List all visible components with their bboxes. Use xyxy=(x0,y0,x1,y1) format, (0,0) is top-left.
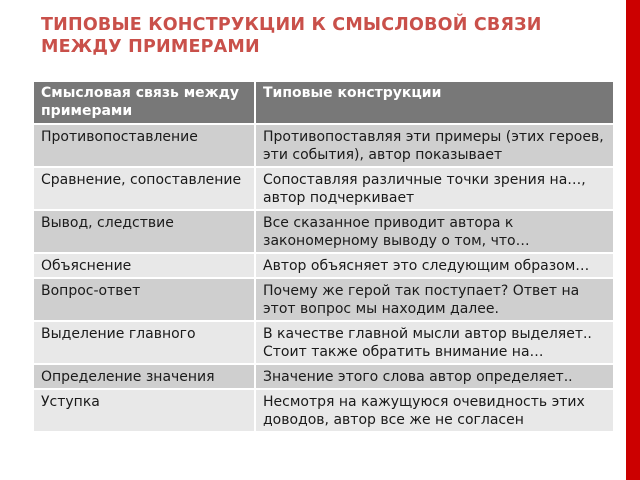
table-row xyxy=(33,278,613,321)
table-row xyxy=(33,321,613,364)
link-type-cell: Вывод, следствие xyxy=(33,210,255,253)
link-type-cell: Выделение главного xyxy=(33,321,255,364)
table-container xyxy=(32,80,613,480)
construction-cell: Противопоставляя эти примеры (этих героев, эти события), автор показывает xyxy=(255,124,613,167)
link-type-cell: Противопоставление xyxy=(33,124,255,167)
link-type-cell: Определение значения xyxy=(33,364,255,389)
table-row xyxy=(33,364,613,389)
header-link-type: Смысловая связь между примерами xyxy=(33,81,255,124)
table-row xyxy=(33,389,613,432)
link-type-cell: Сравнение, сопоставление xyxy=(33,167,255,210)
accent-bar xyxy=(626,0,640,480)
construction-cell: Почему же герой так поступает? Ответ на этот вопрос мы находим далее. xyxy=(255,278,613,321)
construction-cell: Несмотря на кажущуюся очевидность этих доводов, автор все же не согласен xyxy=(255,389,613,432)
table-header-row xyxy=(33,81,613,124)
header-constructions: Типовые конструкции xyxy=(255,81,613,124)
link-type-cell: Уступка xyxy=(33,389,255,432)
slide-title: ТИПОВЫЕ КОНСТРУКЦИИ К СМЫСЛОВОЙ СВЯЗИ МЕЖДУ ПРИМЕРАМИ xyxy=(41,15,542,57)
construction-cell: В качестве главной мысли автор выделяет.. Стоит также обратить внимание на… xyxy=(255,321,613,364)
link-type-cell: Объяснение xyxy=(33,253,255,278)
construction-cell: Значение этого слова автор определяет.. xyxy=(255,364,613,389)
construction-cell: Все сказанное приводит автора к закономерному выводу о том, что… xyxy=(255,210,613,253)
table-row xyxy=(33,210,613,253)
table-row xyxy=(33,167,613,210)
table-row xyxy=(33,253,613,278)
construction-cell: Автор объясняет это следующим образом… xyxy=(255,253,613,278)
table-row xyxy=(33,124,613,167)
constructions-table xyxy=(32,80,613,433)
link-type-cell: Вопрос-ответ xyxy=(33,278,255,321)
construction-cell: Сопоставляя различные точки зрения на…, автор подчеркивает xyxy=(255,167,613,210)
